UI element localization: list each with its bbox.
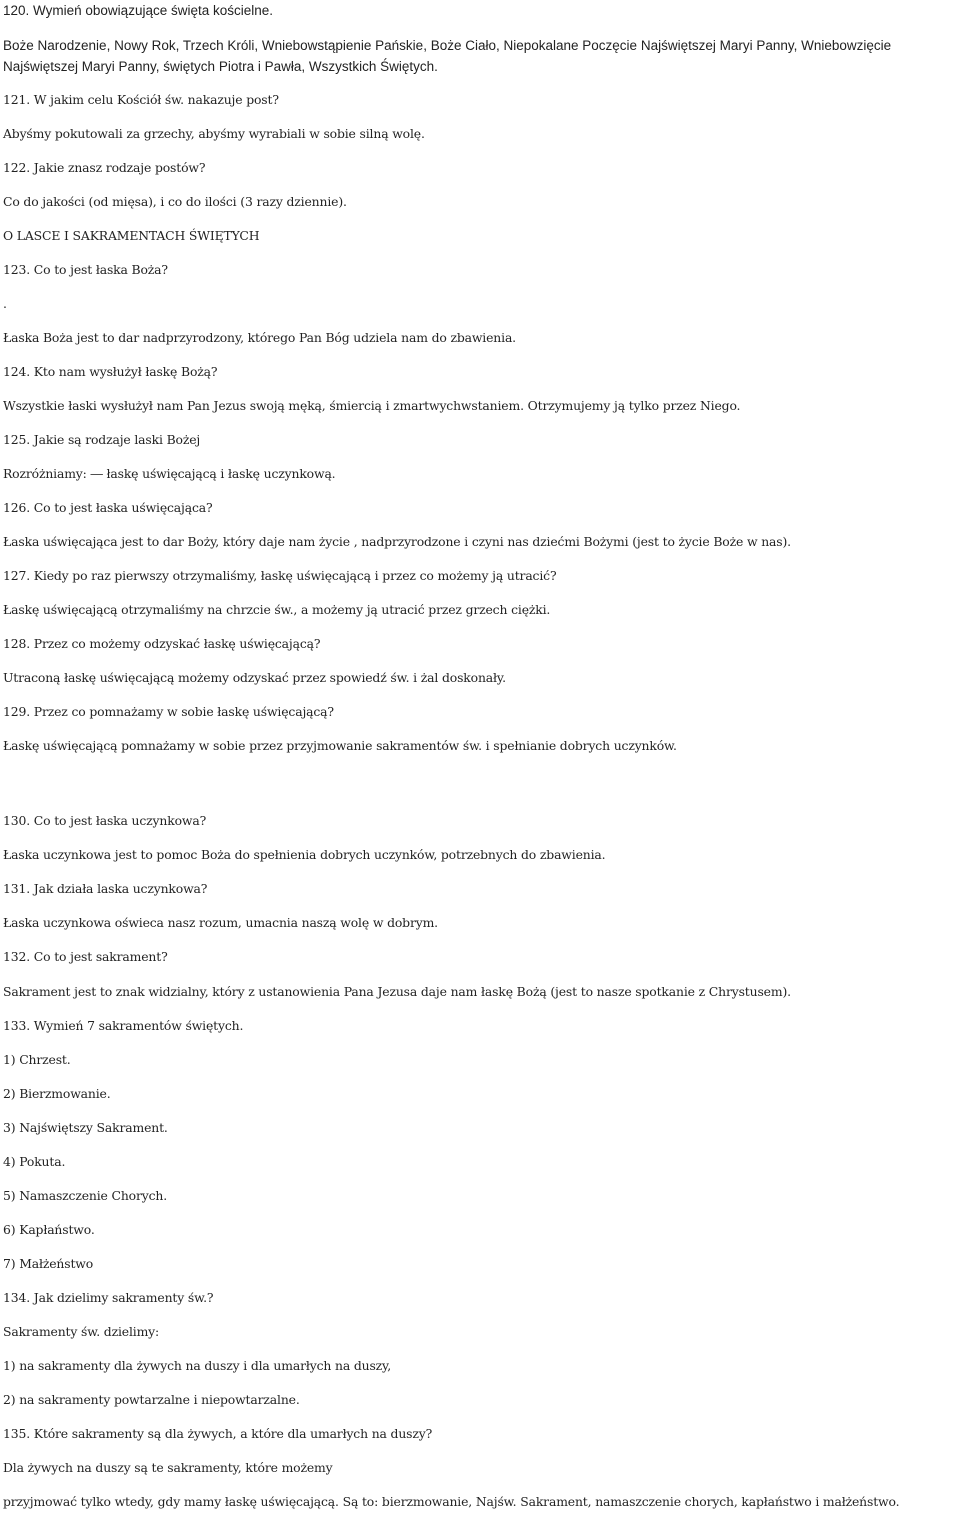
text-line: 5) Namaszczenie Chorych. — [3, 1188, 168, 1203]
text-line: Sakrament jest to znak widzialny, który z ustanowienia Pana Jezusa daje nam łaskę Bożą (jest to nasze spotkanie z Chrystusem). — [3, 984, 791, 999]
text-line: Łaska uczynkowa jest to pomoc Boża do spełnienia dobrych uczynków, potrzebnych do zbawienia. — [3, 847, 606, 862]
text-line: 132. Co to jest sakrament? — [3, 949, 168, 964]
text-line: . — [3, 296, 7, 311]
text-line: O LASCE I SAKRAMENTACH ŚWIĘTYCH — [3, 228, 260, 243]
text-line: 134. Jak dzielimy sakramenty św.? — [3, 1290, 214, 1305]
text-line: 130. Co to jest łaska uczynkowa? — [3, 813, 207, 828]
text-line: 126. Co to jest łaska uświęcająca? — [3, 500, 213, 515]
text-line: Łaska Boża jest to dar nadprzyrodzony, którego Pan Bóg udziela nam do zbawienia. — [3, 330, 516, 345]
text-line: 2) na sakramenty powtarzalne i niepowtarzalne. — [3, 1392, 300, 1407]
text-line: 131. Jak działa laska uczynkowa? — [3, 881, 208, 896]
text-line: Łaska uświęcająca jest to dar Boży, który daje nam życie , nadprzyrodzone i czyni nas dziećmi Bożymi (jest to życie Boże w nas). — [3, 534, 791, 549]
text-line: 1) na sakramenty dla żywych na duszy i dla umarłych na duszy, — [3, 1358, 392, 1373]
text-line: Rozróżniamy: ― łaskę uświęcającą i łaskę uczynkową. — [3, 466, 336, 481]
text-line: 120. Wymień obowiązujące święta kościelne. — [3, 3, 274, 18]
text-line: 133. Wymień 7 sakramentów świętych. — [3, 1018, 244, 1033]
text-line: 123. Co to jest łaska Boża? — [3, 262, 168, 277]
text-line: 129. Przez co pomnażamy w sobie łaskę uświęcającą? — [3, 704, 334, 719]
text-line: 127. Kiedy po raz pierwszy otrzymaliśmy, łaskę uświęcającą i przez co możemy ją utracić? — [3, 568, 557, 583]
text-line: przyjmować tylko wtedy, gdy mamy łaskę uświęcającą. Są to: bierzmowanie, Najśw. Sakrament, namaszczenie chorych, kapłaństwo i małżeństwo. — [3, 1494, 900, 1509]
text-line: Boże Narodzenie, Nowy Rok, Trzech Króli, Wniebowstąpienie Pańskie, Boże Ciało, Niepokalane Poczęcie Najświętszej Maryi Panny, Wniebowzięcie Najświętszej Maryi Panny, świętych Piotra i Pawła, Wszystkich Świętych. — [3, 38, 892, 74]
text-line: 3) Najświętszy Sakrament. — [3, 1120, 168, 1135]
text-line: 121. W jakim celu Kościół św. nakazuje post? — [3, 92, 279, 107]
text-line: Łaska uczynkowa oświeca nasz rozum, umacnia naszą wolę w dobrym. — [3, 915, 438, 930]
text-line: 6) Kapłaństwo. — [3, 1222, 95, 1237]
text-line: Dla żywych na duszy są te sakramenty, które możemy — [3, 1460, 333, 1475]
text-line: 7) Małżeństwo — [3, 1256, 94, 1271]
text-line: 4) Pokuta. — [3, 1154, 66, 1169]
text-line: 128. Przez co możemy odzyskać łaskę uświęcającą? — [3, 636, 321, 651]
text-line: Łaskę uświęcającą pomnażamy w sobie przez przyjmowanie sakramentów św. i spełnianie dobrych uczynków. — [3, 738, 677, 753]
text-line: 135. Które sakramenty są dla żywych, a które dla umarłych na duszy? — [3, 1426, 433, 1441]
text-line: 125. Jakie są rodzaje laski Bożej — [3, 432, 201, 447]
text-line: Abyśmy pokutowali za grzechy, abyśmy wyrabiali w sobie silną wolę. — [3, 126, 425, 141]
text-line: Łaskę uświęcającą otrzymaliśmy na chrzcie św., a możemy ją utracić przez grzech ciężki. — [3, 602, 551, 617]
text-line: Sakramenty św. dzielimy: — [3, 1324, 160, 1339]
text-line: Co do jakości (od mięsa), i co do ilości (3 razy dziennie). — [3, 194, 347, 209]
text-line: 2) Bierzmowanie. — [3, 1086, 111, 1101]
text-line: Wszystkie łaski wysłużył nam Pan Jezus swoją męką, śmiercią i zmartwychwstaniem. Otrzymujemy ją tylko przez Niego. — [3, 398, 741, 413]
text-line: 1) Chrzest. — [3, 1052, 71, 1067]
text-line: Utraconą łaskę uświęcającą możemy odzyskać przez spowiedź św. i żal doskonały. — [3, 670, 506, 685]
text-line: 122. Jakie znasz rodzaje postów? — [3, 160, 206, 175]
text-line: 124. Kto nam wysłużył łaskę Bożą? — [3, 364, 218, 379]
